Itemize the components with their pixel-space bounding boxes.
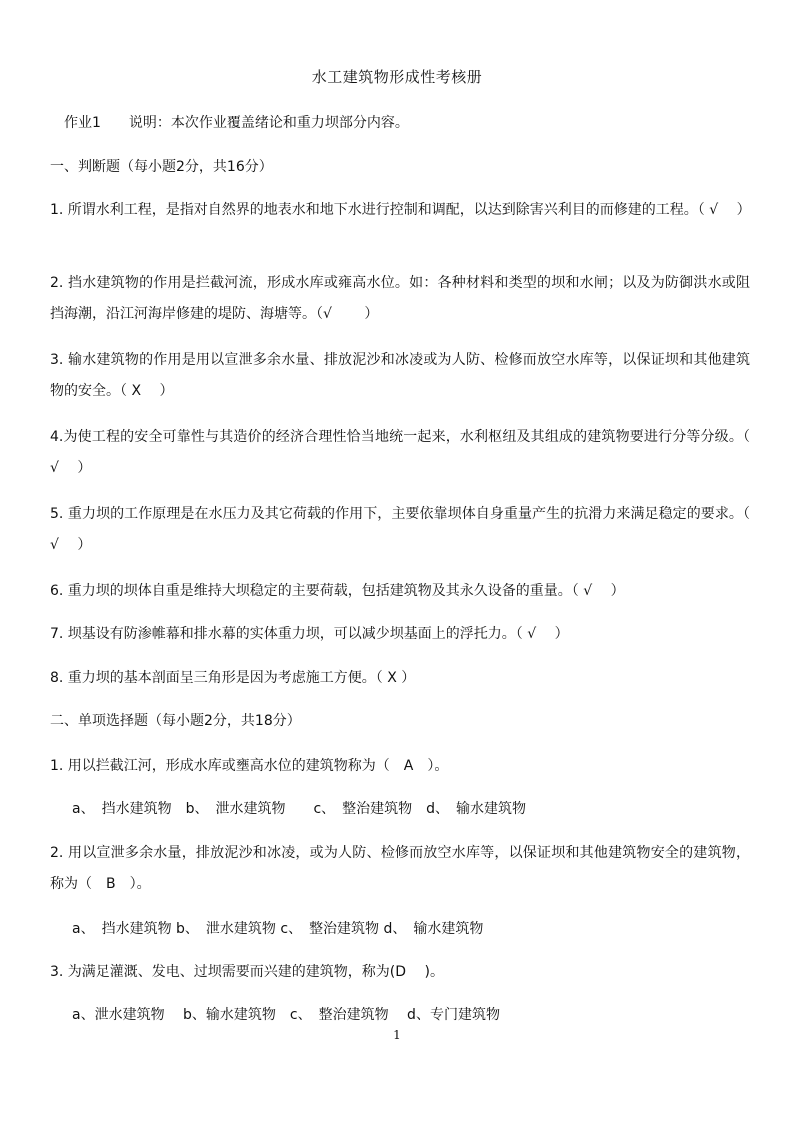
- true-false-item-4: 4.为使工程的安全可靠性与其造价的经济合理性恰当地统一起来，水利枢纽及其组成的建筑物要进行分等分级。（ √ ）: [50, 429, 750, 476]
- true-false-item-7: 7. 坝基设有防渗帷幕和排水幕的实体重力坝，可以减少坝基面上的浮托力。（ √ ）: [50, 626, 569, 642]
- choice-question-3-stem: 3. 为满足灌溉、发电、过坝需要而兴建的建筑物，称为(D )。: [50, 964, 444, 980]
- true-false-item-1: 1. 所谓水利工程，是指对自然界的地表水和地下水进行控制和调配，以达到除害兴利目的而修建的工程。（ √ ）: [50, 202, 751, 218]
- true-false-item-2: 2. 挡水建筑物的作用是拦截河流，形成水库或雍高水位。如：各种材料和类型的坝和水闸；以及为防御洪水或阻挡海潮，沿江河海岸修建的堤防、海塘等。（√ ）: [50, 275, 750, 322]
- choice-question-1-stem: 1. 用以拦截江河，形成水库或壅高水位的建筑物称为（ A ）。: [50, 758, 449, 774]
- true-false-item-3: 3. 输水建筑物的作用是用以宣泄多余水量、排放泥沙和冰凌或为人防、检修而放空水库等，以保证坝和其他建筑物的安全。（ X ）: [50, 352, 750, 399]
- choice-question-2-options: a、 挡水建筑物 b、 泄水建筑物 c、 整治建筑物 d、 输水建筑物: [72, 921, 484, 937]
- section-heading-true-false: 一、判断题（每小题2分，共16分）: [50, 159, 273, 175]
- choice-question-3-options: a、泄水建筑物 b、输水建筑物 c、 整治建筑物 d、专门建筑物: [72, 1007, 500, 1023]
- page-number: 1: [393, 1028, 401, 1042]
- assignment-description: 作业1 说明：本次作业覆盖绪论和重力坝部分内容。: [64, 115, 409, 131]
- choice-question-2-stem: 2. 用以宣泄多余水量，排放泥沙和冰凌，或为人防、检修而放空水库等，以保证坝和其他建筑物安全的建筑物，称为（ B ）。: [50, 845, 750, 892]
- true-false-item-8: 8. 重力坝的基本剖面呈三角形是因为考虑施工方便。（ X ）: [50, 670, 416, 686]
- true-false-item-6: 6. 重力坝的坝体自重是维持大坝稳定的主要荷载，包括建筑物及其永久设备的重量。（ √ ）: [50, 583, 625, 599]
- document-title: 水工建筑物形成性考核册: [311, 68, 483, 86]
- choice-question-1-options: a、 挡水建筑物 b、 泄水建筑物 c、 整治建筑物 d、 输水建筑物: [72, 801, 527, 817]
- section-heading-single-choice: 二、单项选择题（每小题2分，共18分）: [50, 713, 301, 729]
- true-false-item-5: 5. 重力坝的工作原理是在水压力及其它荷载的作用下，主要依靠坝体自身重量产生的抗滑力来满足稳定的要求。（ √ ）: [50, 506, 750, 553]
